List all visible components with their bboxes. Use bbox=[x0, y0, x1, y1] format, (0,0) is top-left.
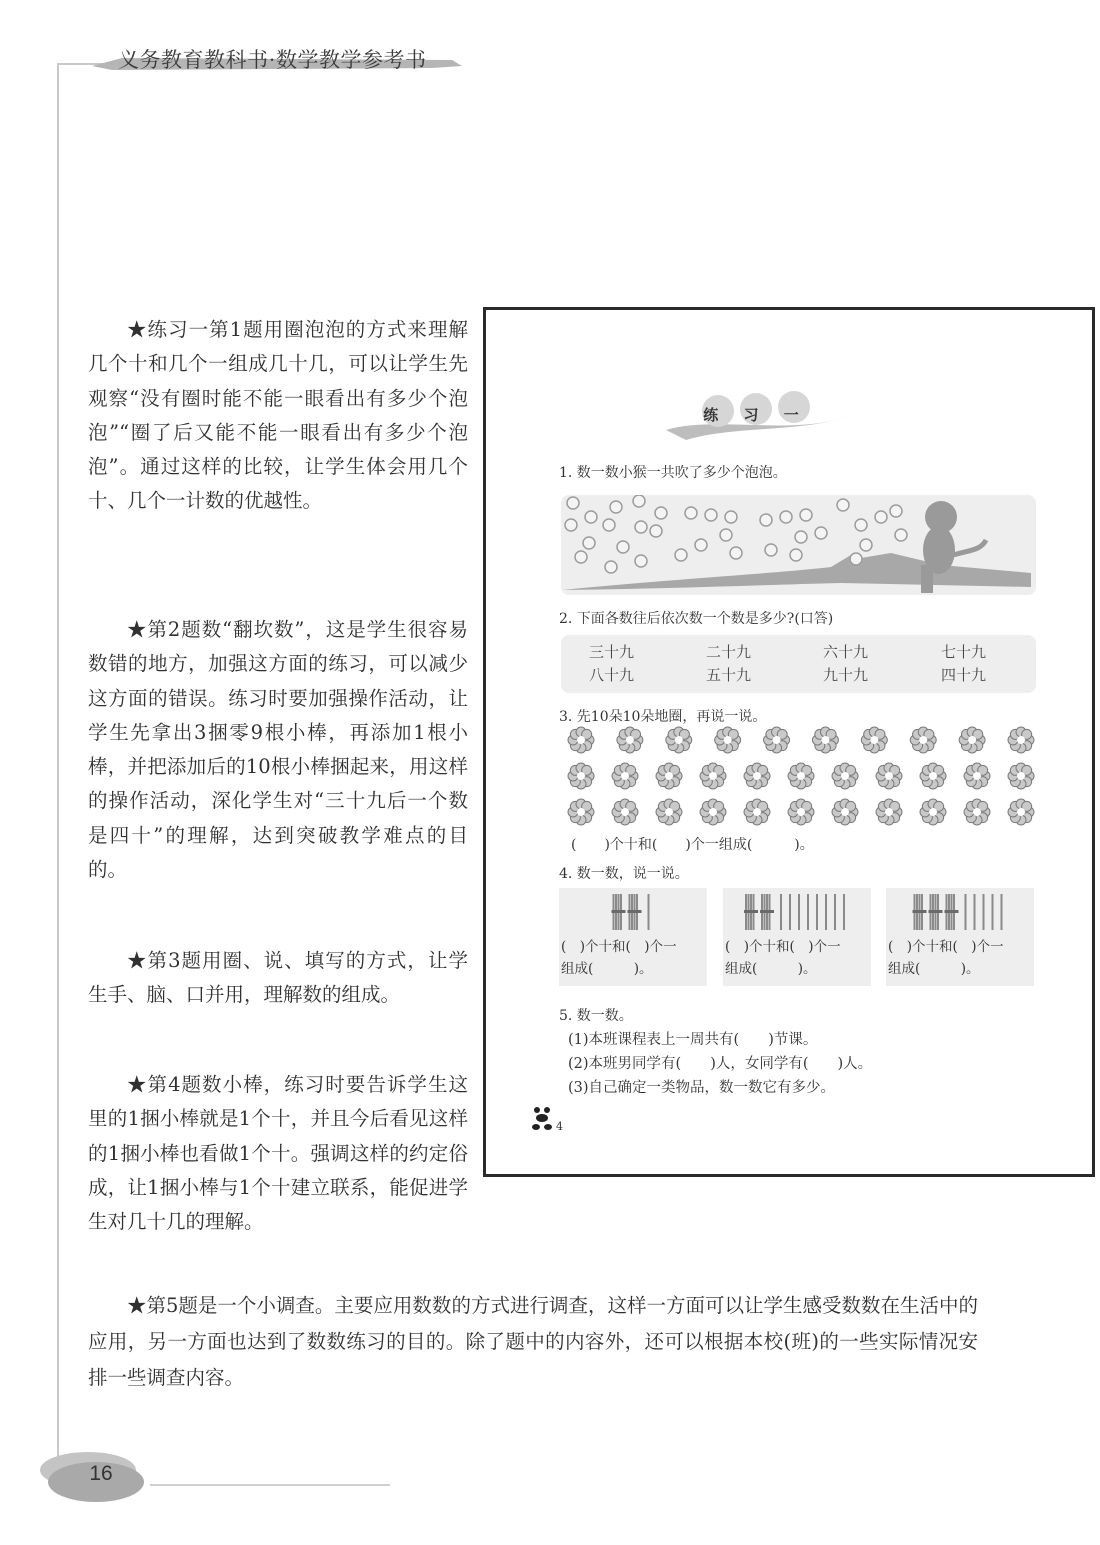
question-5-item: (2)本班男同学有( )人，女同学有( )人。 bbox=[568, 1056, 873, 1072]
page-number-badge bbox=[38, 1448, 168, 1508]
flower-icon bbox=[910, 727, 936, 753]
flower-icon bbox=[876, 763, 902, 789]
bubble-icon bbox=[780, 511, 792, 523]
stick-icon bbox=[843, 894, 845, 930]
note-exercise-4: ★第4题数小棒，练习时要告诉学生这里的1捆小棒就是1个十，并且今后看见这样的1捆小棒也看做1个十。强调这样的约定俗成，让1捆小棒与1个十建立联系，能促进学生对几十几的理解。 bbox=[88, 1073, 468, 1234]
flower-icon bbox=[876, 799, 902, 825]
number-cell: 七十九 bbox=[941, 643, 987, 661]
textbook-page-excerpt bbox=[483, 307, 1095, 1177]
bubble-icon bbox=[585, 511, 597, 523]
flowers-group bbox=[561, 722, 1041, 832]
stick-bundle-icon bbox=[913, 894, 927, 930]
stick-bundle-icon bbox=[612, 894, 626, 930]
bubble-icon bbox=[565, 519, 577, 531]
bubble-icon bbox=[790, 549, 802, 561]
bubble-icon bbox=[875, 511, 887, 523]
bubble-icon bbox=[890, 505, 902, 517]
stick-answer-line1: ( )个十和( )个一 bbox=[725, 939, 841, 955]
stick-answer-line2: 组成( )。 bbox=[725, 961, 817, 977]
flower-icon bbox=[744, 799, 770, 825]
flower-icon bbox=[812, 727, 838, 753]
bubble-icon bbox=[633, 495, 645, 507]
left-margin-rule bbox=[57, 63, 59, 1463]
flower-icon bbox=[1008, 799, 1034, 825]
flower-icon bbox=[568, 727, 594, 753]
stick-bundle-icon bbox=[929, 894, 943, 930]
bubble-icon bbox=[685, 507, 697, 519]
bubble-icon bbox=[720, 529, 732, 541]
stick-icon bbox=[780, 894, 782, 930]
flower-icon bbox=[1008, 727, 1034, 753]
flower-icon bbox=[612, 763, 638, 789]
stick-bundle-icon bbox=[760, 894, 774, 930]
flower-icon bbox=[666, 727, 692, 753]
flower-icon bbox=[832, 799, 858, 825]
stick-answer-line1: ( )个十和( )个一 bbox=[888, 939, 1004, 955]
stick-icon bbox=[825, 894, 827, 930]
bubble-icon bbox=[617, 541, 629, 553]
exercise-title-banner bbox=[656, 385, 856, 440]
footer-rule bbox=[150, 1484, 390, 1486]
flower-icon bbox=[568, 799, 594, 825]
note-exercise-5: ★第5题是一个小调查。主要应用数数的方式进行调查，这样一方面可以让学生感受数数在生活中的应用，另一方面也达到了数数练习的目的。除了题中的内容外，还可以根据本校(班)的一些实际情况安排一些调查内容。 bbox=[88, 1294, 978, 1389]
bubble-icon bbox=[855, 519, 867, 531]
stick-bundle-icon bbox=[945, 894, 959, 930]
flower-icon bbox=[861, 727, 887, 753]
bubble-icon bbox=[610, 501, 622, 513]
header-title: 义务教育教科书·数学教学参考书 bbox=[118, 48, 427, 72]
bubble-icon bbox=[695, 539, 707, 551]
question-3-label: 3. 先10朵10朵地圈，再说一说。 bbox=[559, 709, 767, 725]
bubble-icon bbox=[725, 511, 737, 523]
stick-bundle-icon bbox=[628, 894, 642, 930]
sticks-illustration bbox=[886, 888, 1034, 934]
question-5-item: (3)自己确定一类物品，数一数它有多少。 bbox=[568, 1080, 836, 1096]
flower-icon bbox=[964, 799, 990, 825]
bubble-icon bbox=[575, 551, 587, 563]
bubble-icon bbox=[730, 547, 742, 559]
bubble-icon bbox=[705, 509, 717, 521]
number-cell: 六十九 bbox=[823, 643, 869, 661]
flower-icon bbox=[744, 763, 770, 789]
flower-icon bbox=[612, 799, 638, 825]
flower-icon bbox=[920, 799, 946, 825]
stick-icon bbox=[798, 894, 800, 930]
stick-icon bbox=[789, 894, 791, 930]
panda-icon bbox=[531, 1105, 555, 1135]
stick-answer-line2: 组成( )。 bbox=[888, 961, 980, 977]
note-exercise-3: ★第3题用圈、说、填写的方式，让学生手、脑、口并用，理解数的组成。 bbox=[88, 949, 468, 1007]
stick-icon bbox=[648, 894, 650, 930]
stick-panel bbox=[886, 888, 1034, 986]
bubble-icon bbox=[850, 553, 862, 565]
bubble-icon bbox=[650, 525, 662, 537]
stick-panel bbox=[723, 888, 871, 986]
bubble-icon bbox=[765, 544, 777, 556]
question-1-label: 1. 数一数小猴一共吹了多少个泡泡。 bbox=[559, 465, 787, 481]
bubbles-illustration bbox=[561, 495, 1036, 595]
bubble-icon bbox=[760, 514, 772, 526]
number-cell: 三十九 bbox=[589, 643, 635, 661]
question-5-item: (1)本班课程表上一周共有( )节课。 bbox=[568, 1032, 818, 1048]
bubble-icon bbox=[675, 549, 687, 561]
number-cell: 八十九 bbox=[589, 666, 635, 684]
inner-page-number: 4 bbox=[556, 1120, 563, 1133]
stick-bundle-icon bbox=[744, 894, 758, 930]
flower-icon bbox=[832, 763, 858, 789]
sticks-illustration bbox=[559, 888, 707, 934]
note-exercise-2: ★第2题数“翻坎数”，这是学生很容易数错的地方，加强这方面的练习，可以减少这方面的错误。练习时要加强操作活动，让学生先拿出3捆零9根小棒，再添加1根小棒，并把添加后的10根小棒捆起来，用这样的操作活动，深化学生对“三十九后一个数是四十”的理解，达到突破教学难点的目的。 bbox=[88, 618, 468, 882]
page-number: 16 bbox=[89, 1462, 113, 1485]
number-cell: 二十九 bbox=[706, 643, 752, 661]
stick-icon bbox=[965, 894, 967, 930]
bubble-icon bbox=[837, 499, 849, 511]
bubble-icon bbox=[800, 509, 812, 521]
flower-icon bbox=[656, 763, 682, 789]
stick-icon bbox=[834, 894, 836, 930]
question-4-label: 4. 数一数，说一说。 bbox=[559, 866, 689, 882]
number-cell: 五十九 bbox=[706, 666, 752, 684]
stick-answer-line1: ( )个十和( )个一 bbox=[561, 939, 677, 955]
stick-icon bbox=[983, 894, 985, 930]
bubble-icon bbox=[795, 531, 807, 543]
flower-icon bbox=[1008, 763, 1034, 789]
flower-icon bbox=[788, 799, 814, 825]
bubble-icon bbox=[895, 529, 907, 541]
flower-icon bbox=[656, 799, 682, 825]
bubble-icon bbox=[655, 507, 667, 519]
stick-icon bbox=[1001, 894, 1003, 930]
stick-answer-line2: 组成( )。 bbox=[561, 961, 653, 977]
flower-icon bbox=[788, 763, 814, 789]
flower-icon bbox=[920, 763, 946, 789]
stick-icon bbox=[992, 894, 994, 930]
flower-icon bbox=[700, 799, 726, 825]
stick-icon bbox=[807, 894, 809, 930]
stick-panel bbox=[559, 888, 707, 986]
flower-icon bbox=[568, 763, 594, 789]
bubble-icon bbox=[860, 539, 872, 551]
number-cell: 四十九 bbox=[941, 666, 987, 684]
bubble-icon bbox=[583, 537, 595, 549]
question-2-label: 2. 下面各数往后依次数一个数是多少?(口答) bbox=[559, 611, 834, 627]
bubble-icon bbox=[635, 521, 647, 533]
sticks-illustration bbox=[723, 888, 871, 934]
question-3-answer: ( )个十和( )个一组成( )。 bbox=[571, 837, 814, 853]
bubble-icon bbox=[605, 561, 617, 573]
question-2-numbers bbox=[561, 635, 1036, 693]
stick-icon bbox=[816, 894, 818, 930]
bubble-icon bbox=[635, 555, 647, 567]
flower-icon bbox=[617, 727, 643, 753]
bubble-monkey-illustration bbox=[561, 495, 1036, 595]
bubble-icon bbox=[603, 519, 615, 531]
exercise-title: 练 习 一 bbox=[703, 406, 809, 424]
flower-icon bbox=[764, 727, 790, 753]
stick-icon bbox=[974, 894, 976, 930]
question-5-label: 5. 数一数。 bbox=[559, 1008, 633, 1024]
flower-icon bbox=[959, 727, 985, 753]
flower-icon bbox=[700, 763, 726, 789]
bubble-icon bbox=[815, 527, 827, 539]
flower-icon bbox=[964, 763, 990, 789]
flower-icon bbox=[715, 727, 741, 753]
number-cell: 九十九 bbox=[823, 666, 869, 684]
bubble-icon bbox=[567, 497, 579, 509]
note-exercise-1: ★练习一第1题用圈泡泡的方式来理解几个十和几个一组成几十几，可以让学生先观察“没有圈时能不能一眼看出有多少个泡泡”“圈了后又能不能一眼看出有多少个泡泡”。通过这样的比较，让学生体会用几个十、几个一计数的优越性。 bbox=[88, 318, 468, 513]
